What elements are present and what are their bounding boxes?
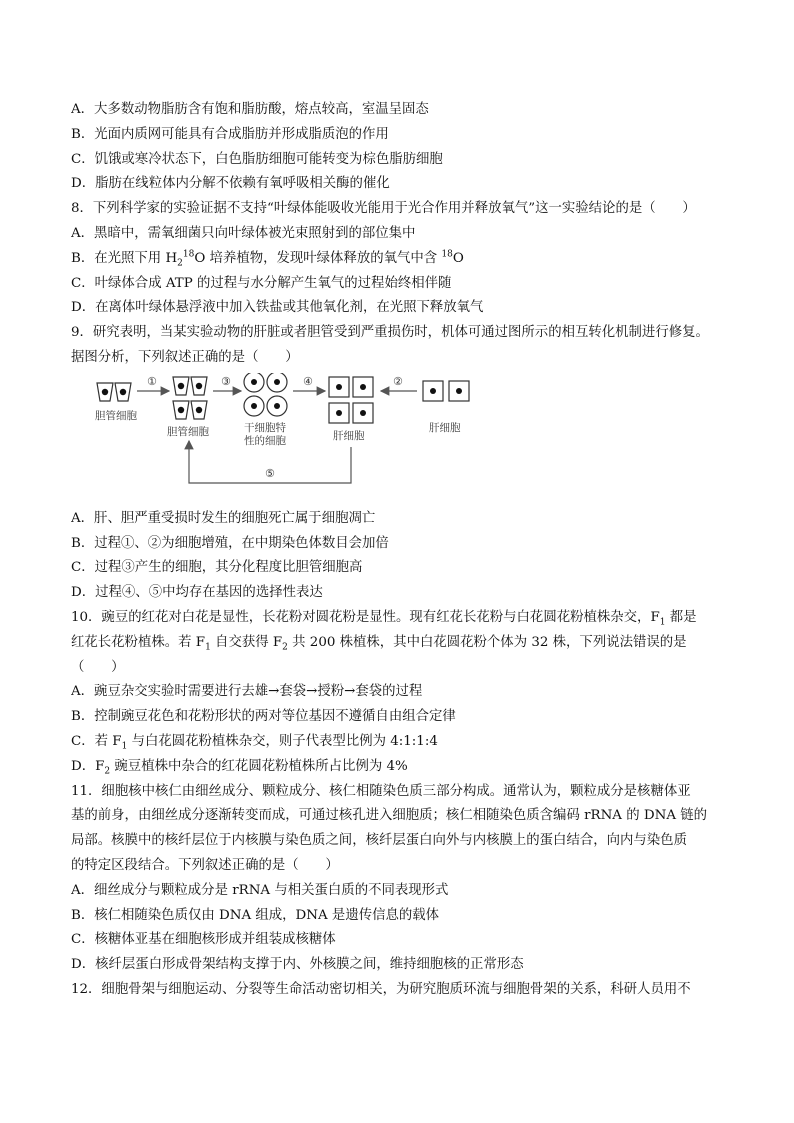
label-stem-line1: 干细胞特 bbox=[244, 421, 286, 434]
q10-option-a: A．豌豆杂交实验时需要进行去雄→套袋→授粉→套袋的过程 bbox=[71, 684, 423, 700]
q11-stem-line1: 11．细胞核中核仁由细丝成分、颗粒成分、核仁相随染色质三部分构成。通常认为，颗粒成分是核糖体亚 bbox=[71, 783, 691, 799]
step-2-label: ② bbox=[393, 374, 403, 388]
step-1-label: ① bbox=[147, 374, 157, 388]
label-hepatocyte-mid: 肝细胞 bbox=[333, 429, 365, 442]
q9-stem-line2: 据图分析，下列叙述正确的是（ ） bbox=[71, 349, 299, 365]
q11-option-b: B．核仁相随染色质仅由 DNA 组成，DNA 是遗传信息的载体 bbox=[71, 907, 440, 923]
q11-stem-line2: 基的前身，由细丝成分逐渐转变而成，可通过核孔进入细胞质；核仁相随染色质含编码 rRNA 的 DNA 链的 bbox=[71, 808, 708, 824]
q11-option-a: A．细丝成分与颗粒成分是 rRNA 与相关蛋白质的不同表现形式 bbox=[71, 882, 449, 898]
label-bile-duct-left: 胆管细胞 bbox=[95, 409, 137, 422]
step-4-label: ④ bbox=[303, 374, 313, 388]
q8-option-b: B．在光照下用 $H_2^{18}O$ 培养植物，发现叶绿体释放的氧气中含 $^{18}$O bbox=[71, 249, 464, 269]
q11-stem-line4: 的特定区段结合。下列叙述正确的是（ ） bbox=[71, 857, 339, 873]
label-stem-line2: 性的细胞 bbox=[244, 434, 286, 447]
q10-option-c: C．若 $F_1$ 与白花圆花粉植株杂交，则子代表型比例为 4:1:1:4 bbox=[71, 733, 438, 752]
label-hepatocyte-right: 肝细胞 bbox=[429, 421, 461, 434]
q10-stem-line3: （ ） bbox=[71, 659, 125, 675]
q8-option-c: C．叶绿体合成 ATP 的过程与水分解产生氧气的过程始终相伴随 bbox=[71, 275, 452, 291]
q10-option-d: D．$F_2$ 豌豆植株中杂合的红花圆花粉植株所占比例为 4% bbox=[71, 758, 408, 777]
q10-stem-line1: 10．豌豆的红花对白花是显性，长花粉对圆花粉是显性。现有红花长花粉与白花圆花粉植株杂交，$F_1$ 都是 bbox=[71, 609, 697, 628]
q8-option-a: A．黑暗中，需氧细菌只向叶绿体被光束照射到的部位集中 bbox=[71, 225, 416, 241]
label-bile-duct-mid: 胆管细胞 bbox=[167, 425, 209, 438]
q11-option-d: D．核纤层蛋白形成骨架结构支撑于内、外核膜之间，维持细胞核的正常形态 bbox=[71, 957, 524, 973]
q9-option-d: D．过程④、⑤中均存在基因的选择性表达 bbox=[71, 585, 323, 601]
bile-duct-cells-mid bbox=[173, 377, 207, 419]
q7-option-c: C．饥饿或寒冷状态下，白色脂肪细胞可能转变为棕色脂肪细胞 bbox=[71, 151, 443, 167]
q9-cell-conversion-figure bbox=[71, 373, 723, 503]
q9-option-c: C．过程③产生的细胞，其分化程度比胆管细胞高 bbox=[71, 560, 363, 576]
step-3-label: ③ bbox=[221, 374, 231, 388]
hepatocytes-mid bbox=[329, 377, 373, 423]
step-5-label: ⑤ bbox=[265, 466, 275, 480]
q7-option-a: A．大多数动物脂肪含有饱和脂肪酸，熔点较高，室温呈固态 bbox=[71, 102, 429, 117]
q11-option-c: C．核糖体亚基在细胞核形成并组装成核糖体 bbox=[71, 932, 336, 948]
q7-option-b: B．光面内质网可能具有合成脂肪并形成脂质泡的作用 bbox=[71, 126, 389, 142]
q8-option-d: D．在离体叶绿体悬浮液中加入铁盐或其他氧化剂，在光照下释放氧气 bbox=[71, 300, 484, 316]
q7-option-d: D．脂肪在线粒体内分解不依赖有氧呼吸相关酶的催化 bbox=[71, 176, 390, 192]
q8-stem: 8．下列科学家的实验证据不支持“叶绿体能吸收光能用于光合作用并释放氧气”这一实验结论的是（ ） bbox=[71, 201, 696, 217]
stem-like-cells bbox=[244, 373, 287, 416]
cell-conversion-diagram bbox=[93, 373, 533, 501]
q9-stem-line1: 9．研究表明，当某实验动物的肝脏或者胆管受到严重损伤时，机体可通过图所示的相互转化机制进行修复。 bbox=[71, 325, 709, 341]
q9-option-b: B．过程①、②为细胞增殖，在中期染色体数目会加倍 bbox=[71, 535, 389, 551]
q11-stem-line3: 局部。核膜中的核纤层位于内核膜与染色质之间，核纤层蛋白向外与内核膜上的蛋白结合，向内与染色质 bbox=[71, 833, 687, 849]
hepatocytes-right bbox=[423, 381, 469, 401]
q9-option-a: A．肝、胆严重受损时发生的细胞死亡属于细胞凋亡 bbox=[71, 510, 376, 526]
q10-stem-line2: 红花长花粉植株。若 $F_1$ 自交获得 $F_2$ 共 200 株植株，其中白花圆花粉个体为 32 株，下列说法错误的是 bbox=[71, 634, 687, 653]
q12-stem-line1: 12．细胞骨架与细胞运动、分裂等生命活动密切相关，为研究胞质环流与细胞骨架的关系，科研人员用不 bbox=[71, 981, 691, 997]
exam-page bbox=[71, 98, 723, 1003]
bile-duct-cells-left bbox=[97, 383, 131, 401]
q10-option-b: B．控制豌豆花色和花粉形状的两对等位基因不遵循自由组合定律 bbox=[71, 709, 456, 725]
